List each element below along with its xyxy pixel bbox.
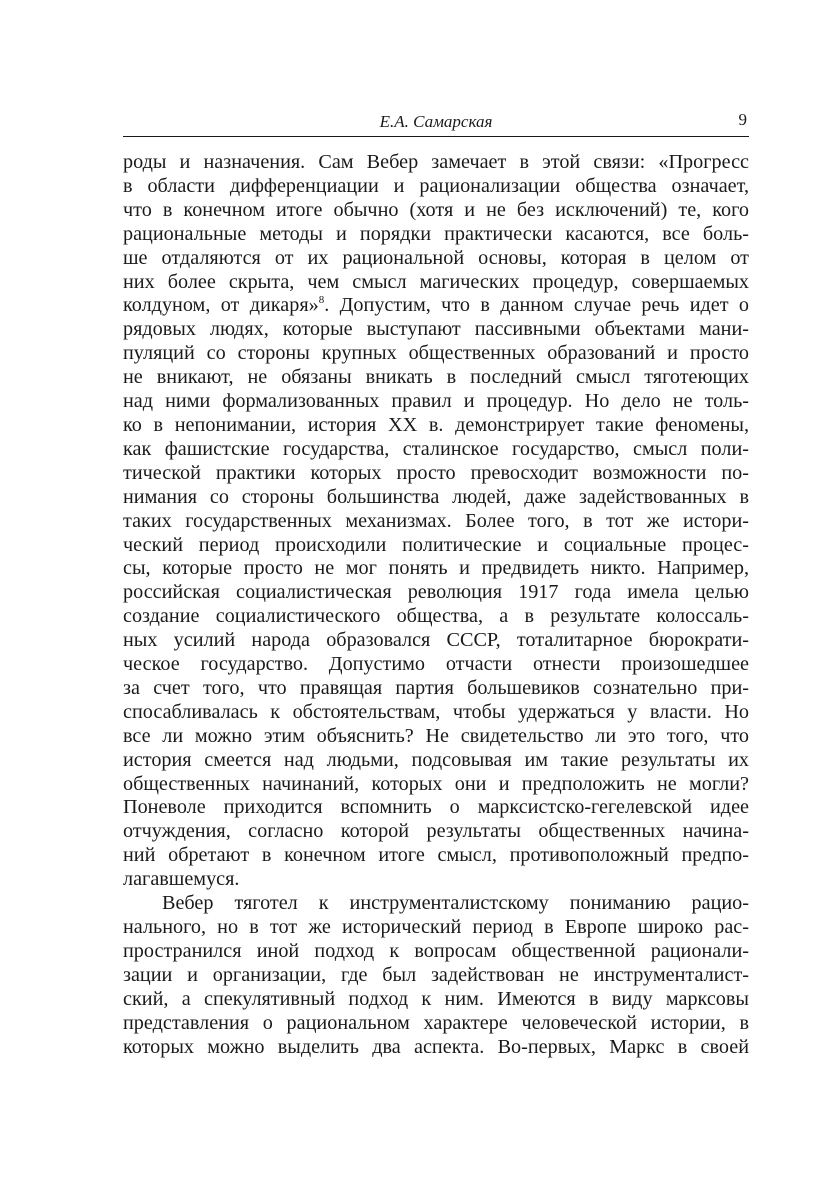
- text-line: роды и назначения. Сам Вебер замечает в этой связи: «Прогресс: [123, 151, 749, 173]
- header-author: Е.А. Самарская: [379, 112, 493, 131]
- text-line: которых можно выделить два аспекта. Во-первых, Маркс в своей: [123, 1035, 749, 1058]
- text-line: ческий период происходили политические и социальные процес-: [123, 533, 749, 556]
- text-segment: . Допустим, что в данном случае речь идет о: [324, 294, 749, 317]
- paragraph-2: [123, 892, 749, 1059]
- text-line: спосабливалась к обстоятельствам, чтобы удержаться у власти. Но: [123, 700, 749, 723]
- text-line: как фашистские государства, сталинское государство, смысл поли-: [123, 437, 749, 460]
- text-line: не вникают, не обязаны вникать в последний смысл тяготеющих: [123, 366, 749, 389]
- text-line: них более скрыта, чем смысл магических процедур, совершаемых: [123, 270, 749, 293]
- text-line: что в конечном итоге обычно (хотя и не без исключений) те, кого: [123, 198, 749, 221]
- text-line: ше отдаляются от их рациональной основы, которая в целом от: [123, 246, 749, 269]
- text-segment: колдуном, от дикаря»: [123, 294, 319, 317]
- text-line: пуляций со стороны крупных общественных образований и просто: [123, 342, 749, 365]
- page-number: 9: [738, 110, 747, 129]
- text-line: ский, а спекулятивный подход к ним. Имеются в виду марксовы: [123, 987, 749, 1010]
- text-line: история смеется над людьми, подсовывая им такие результаты их: [123, 748, 749, 771]
- book-page: [123, 108, 749, 1059]
- text-line: таких государственных механизмах. Более того, в тот же истори-: [123, 509, 749, 532]
- text-line: представления о рациональном характере человеческой истории, в: [123, 1011, 749, 1034]
- text-line: Вебер тяготел к инструменталистскому пониманию рацио-: [162, 892, 749, 915]
- text-line-with-footnote: [123, 294, 749, 318]
- text-line: Поневоле приходится вспомнить о марксистско-гегелевской идее: [123, 796, 749, 819]
- text-line: российская социалистическая революция 1917 года имела целью: [123, 581, 749, 604]
- text-line: в области дифференциации и рационализации общества означает,: [123, 174, 749, 197]
- text-line: над ними формализованных правил и процедур. Но дело не толь-: [123, 390, 749, 413]
- text-line: за счет того, что правящая партия большевиков сознательно при-: [123, 676, 749, 699]
- text-line: ко в непонимании, история XX в. демонстрирует такие феномены,: [123, 413, 749, 436]
- text-line: ческое государство. Допустимо отчасти отнести произошедшее: [123, 653, 749, 676]
- text-line: сы, которые просто не мог понять и предвидеть никто. Например,: [123, 557, 749, 580]
- text-line: создание социалистического общества, а в результате колоссаль-: [123, 605, 749, 628]
- text-line: общественных начинаний, которых они и предположить не могли?: [123, 772, 749, 795]
- text-line: ний обретают в конечном итоге смысл, противоположный предпо-: [123, 844, 749, 867]
- paragraph-1: [123, 151, 749, 892]
- text-line: пространился иной подход к вопросам общественной рационали-: [123, 939, 749, 962]
- running-header: [123, 108, 749, 137]
- text-line: рядовых людях, которые выступают пассивными объектами мани-: [123, 318, 749, 341]
- text-line: нального, но в тот же исторический период в Европе широко рас-: [123, 916, 749, 938]
- text-line: тической практики которых просто превосходит возможности по-: [123, 461, 749, 484]
- text-line: все ли можно этим объяснить? Не свидетельство ли это того, что: [123, 724, 749, 747]
- text-line: нимания со стороны большинства людей, даже задействованных в: [123, 485, 749, 508]
- footnote-marker: 8: [318, 294, 325, 307]
- text-line: ных усилий народа образовался СССР, тоталитарное бюрократи-: [123, 629, 749, 652]
- text-line: рациональные методы и порядки практически касаются, все боль-: [123, 222, 749, 245]
- text-line: лагавшемуся.: [123, 868, 240, 891]
- text-line: отчуждения, согласно которой результаты общественных начина-: [123, 820, 749, 843]
- body-text: [123, 151, 749, 1059]
- text-line: зации и организации, где был задействован не инструменталист-: [123, 963, 749, 986]
